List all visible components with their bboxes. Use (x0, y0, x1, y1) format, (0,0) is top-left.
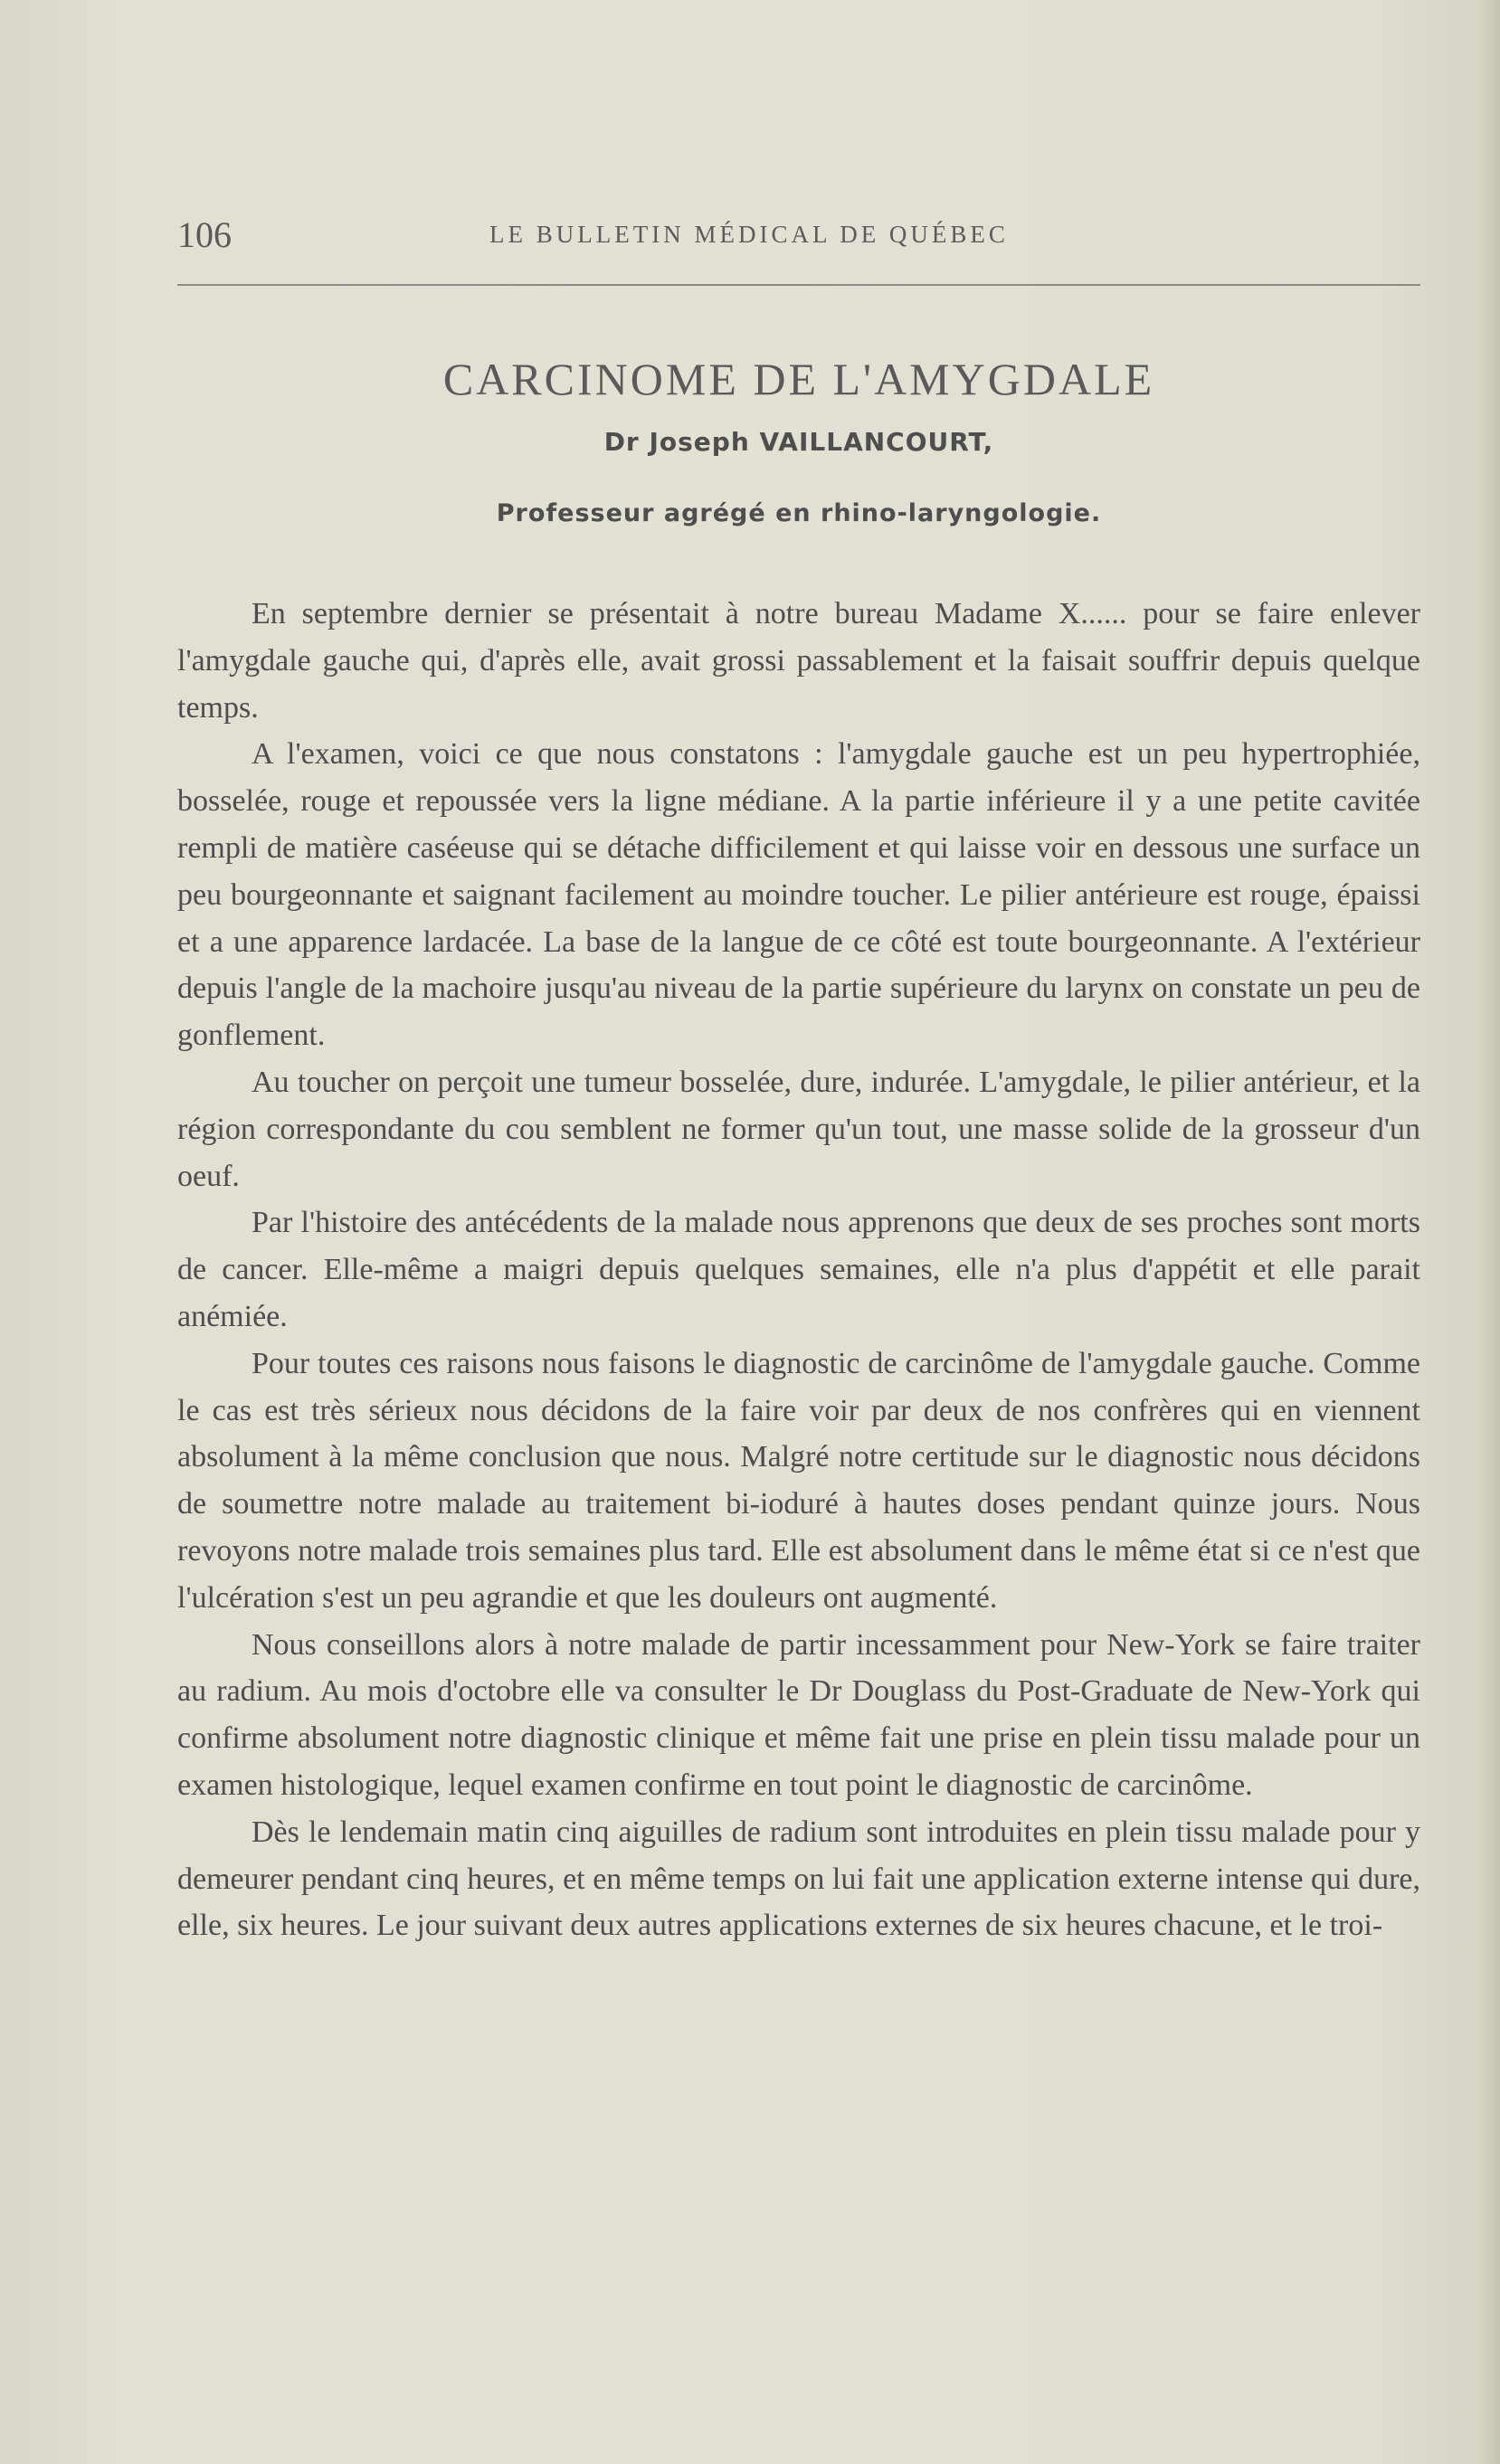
paragraph-6: Nous conseillons alors à notre malade de partir incessamment pour New-York se faire traiter au radium. Au mois d'octobre elle va consulter le Dr Douglass du Post-Graduate de New-York qui confirme absolument notre diagnostic clinique et même fait une prise en plein tissu malade pour un examen histologique, lequel examen confirme en tout point le diagnostic de carcinôme. (177, 1627, 1420, 1802)
author-name: Dr Joseph VAILLANCOURT, (603, 427, 994, 457)
paragraph-3: Au toucher on perçoit une tumeur bosselée, dure, indurée. L'amygdale, le pilier antérieur, et la région correspondante du cou semblent ne former qu'un tout, une masse solide de la grosseur d'un oeuf. (177, 1065, 1420, 1193)
paragraph-1: En septembre dernier se présentait à notre bureau Madame X...... pour se faire enlever l'amygdale gauche qui, d'après elle, avait grossi passablement et la faisait souffrir depuis quelque temps. (177, 597, 1420, 725)
paragraph-5: Pour toutes ces raisons nous faisons le diagnostic de carcinôme de l'amygdale gauche. Comme le cas est très sérieux nous décidons de la faire voir par deux de nos confrères qui en viennent absolument à la même conclusion que nous. Malgré notre certitude sur le diagnostic nous décidons de soumettre notre malade au traitement bi-ioduré à hautes doses pendant quinze jours. Nous revoyons notre malade trois semaines plus tard. Elle est absolument dans le même état si ce n'est que l'ulcération s'est un peu agrandie et que les douleurs ont augmenté. (177, 1346, 1420, 1615)
paragraph-4: Par l'histoire des antécédents de la malade nous apprenons que deux de ses proches sont morts de cancer. Elle-même a maigri depuis quelques semaines, elle n'a plus d'appétit et elle parait anémiée. (177, 1206, 1420, 1333)
article-body (177, 591, 1420, 1949)
page-edge-shadow (1480, 0, 1500, 2464)
article-title: CARCINOME DE L'AMYGDALE (442, 354, 1155, 404)
page-number: 106 (177, 214, 232, 255)
running-head (177, 213, 1420, 264)
journal-title: LE BULLETIN MÉDICAL DE QUÉBEC (489, 221, 1009, 248)
header-rule (177, 284, 1420, 286)
author-affiliation: Professeur agrégé en rhino-laryngologie. (496, 499, 1102, 527)
paragraph-2: A l'examen, voici ce que nous constatons : l'amygdale gauche est un peu hypertrophiée, bosselée, rouge et repoussée vers la ligne médiane. A la partie inférieure il y a une petite cavitée rempli de matière caséeuse qui se détache difficilement et qui laisse voir en dessous une surface un peu bourgeonnante et saignant facilement au moindre toucher. Le pilier antérieure est rouge, épaissi et a une apparence lardacée. La base de la langue de ce côté est toute bourgeonnante. A l'extérieur depuis l'angle de la machoire jusqu'au niveau de la partie supérieure du larynx on constate un peu de gonflement. (177, 737, 1420, 1053)
paragraph-7: Dès le lendemain matin cinq aiguilles de radium sont introduites en plein tissu malade pour y demeurer pendant cinq heures, et en même temps on lui fait une application externe intense qui dure, elle, six heures. Le jour suivant deux autres applications externes de six heures chacune, et le troi- (177, 1815, 1420, 1943)
